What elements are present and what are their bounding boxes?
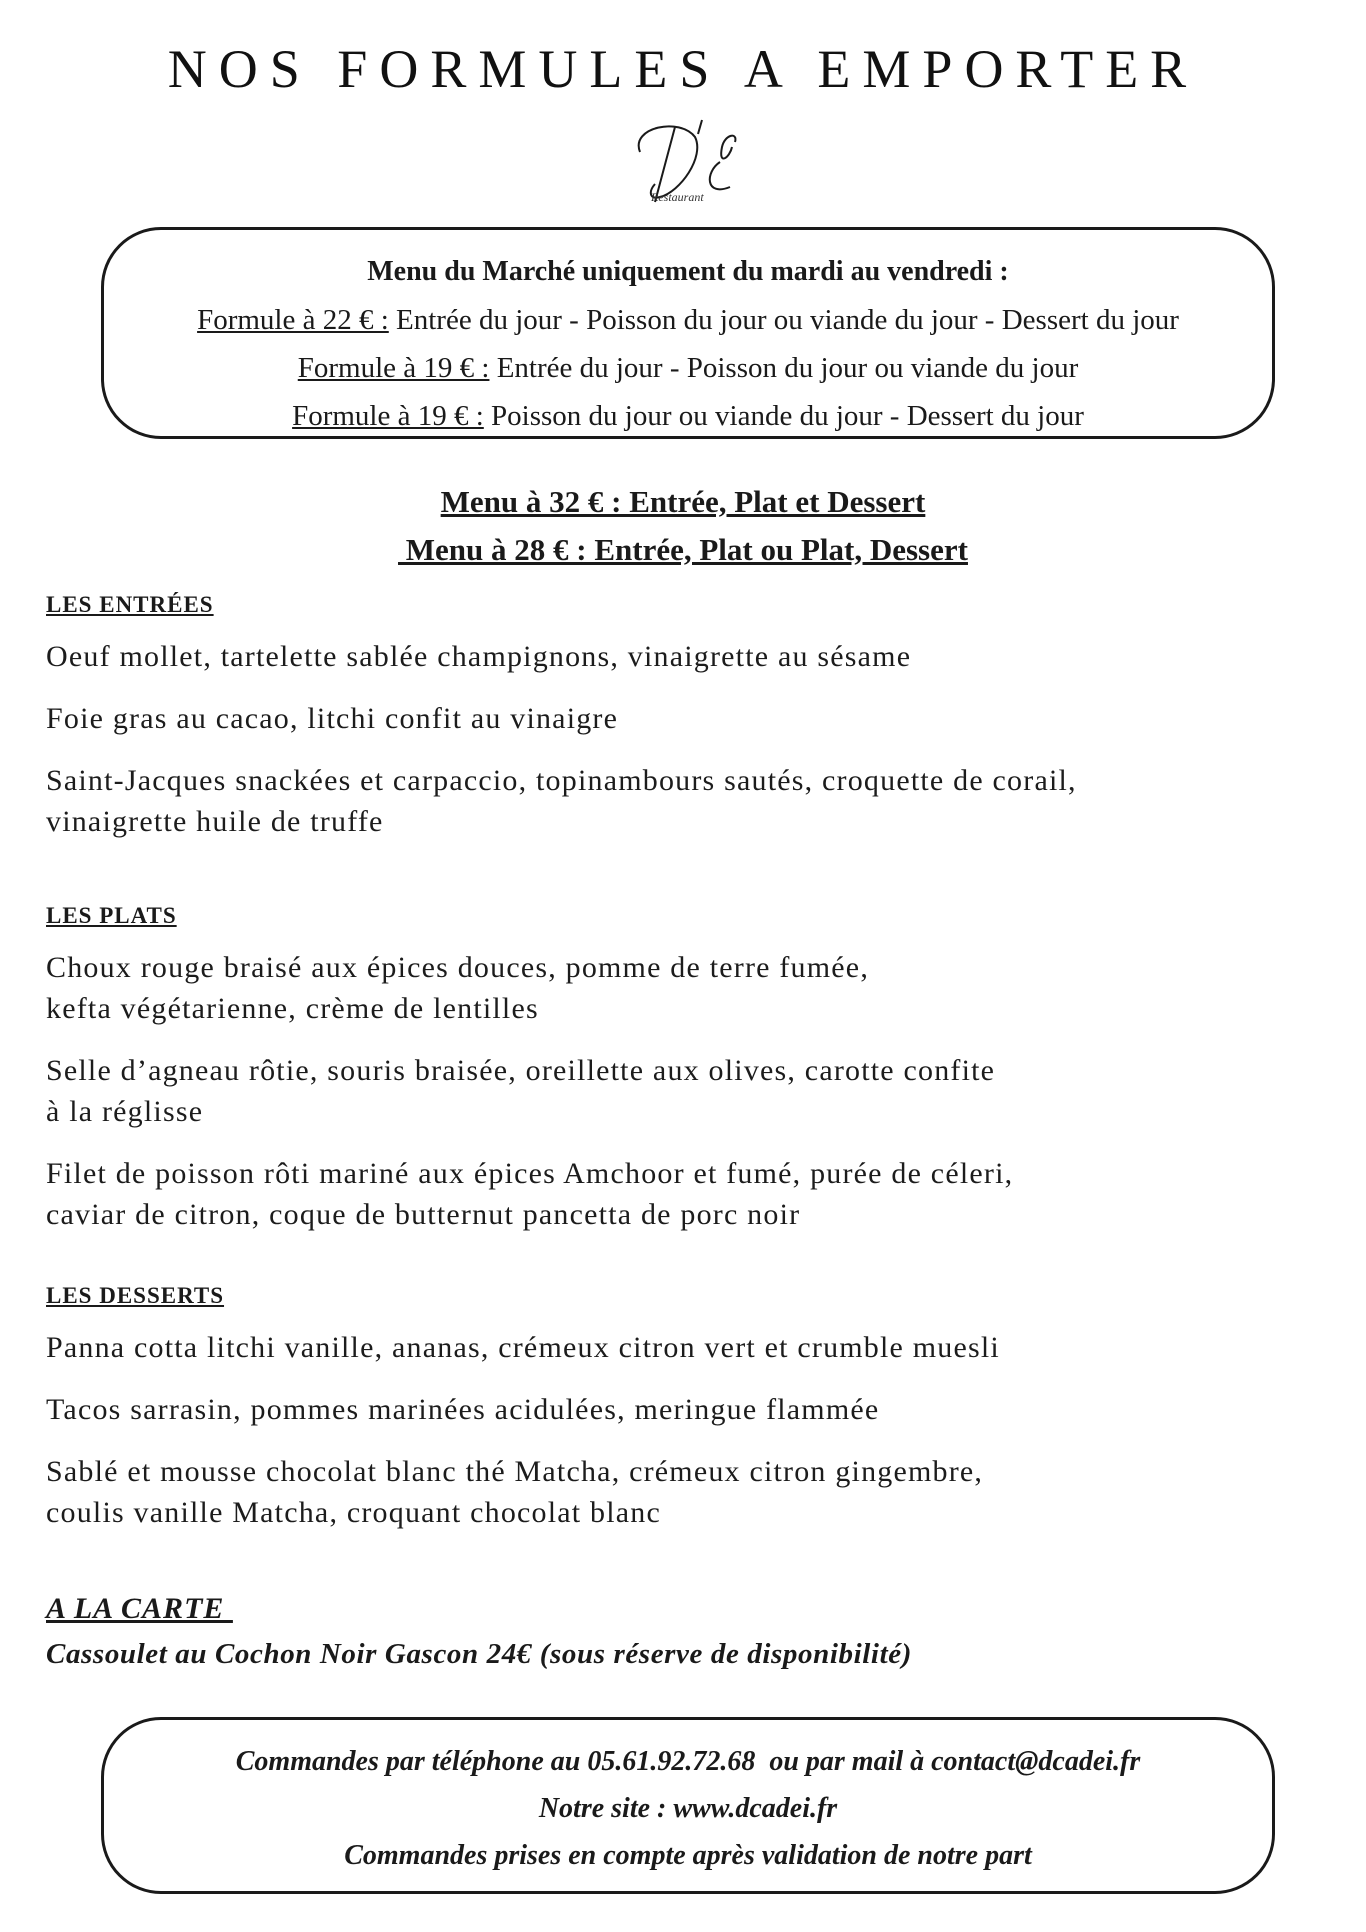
dish-line: caviar de citron, coque de butternut pancetta de porc noir	[46, 1198, 801, 1231]
dish-item	[46, 760, 1336, 842]
formule-line	[104, 296, 1272, 344]
formule-label: Formule à 19 € :	[297, 352, 490, 384]
dish-line: Choux rouge braisé aux épices douces, pomme de terre fumée,	[46, 951, 870, 984]
section-title: LES PLATS	[46, 903, 177, 928]
formule-text: Poisson du jour ou viande du jour - Dessert du jour	[483, 400, 1084, 432]
dish-item	[46, 947, 1336, 1029]
dish-item	[46, 1451, 1336, 1533]
dish-item	[46, 698, 1336, 739]
dish-line: Foie gras au cacao, litchi confit au vinaigre	[46, 702, 619, 735]
dish-item	[46, 1050, 1336, 1132]
contact-line-site: Notre site : www.dcadei.fr	[538, 1793, 838, 1824]
dish-line: Sablé et mousse chocolat blanc thé Matcha, crémeux citron gingembre,	[46, 1455, 984, 1488]
formule-text: Entrée du jour - Poisson du jour ou viande du jour - Dessert du jour	[388, 304, 1179, 336]
dish-item	[46, 1153, 1336, 1235]
dish-line: Panna cotta litchi vanille, ananas, crémeux citron vert et crumble muesli	[46, 1331, 1000, 1364]
dish-line: Oeuf mollet, tartelette sablée champignons, vinaigrette au sésame	[46, 640, 912, 673]
marche-heading: Menu du Marché uniquement du mardi au vendredi :	[367, 256, 1009, 287]
dish-line: Selle d’agneau rôtie, souris braisée, oreillette aux olives, carotte confite	[46, 1054, 996, 1087]
dish-line: à la réglisse	[46, 1095, 204, 1128]
carte-title: A LA CARTE	[46, 1592, 233, 1625]
dish-line: Saint-Jacques snackées et carpaccio, topinambours sautés, croquette de corail,	[46, 764, 1077, 797]
formule-label: Formule à 19 € :	[292, 400, 484, 432]
logo-subtitle: Restaurant	[651, 190, 704, 204]
dish-item	[46, 1327, 1336, 1368]
contact-line-validation: Commandes prises en compte après validation de notre part	[344, 1840, 1032, 1871]
page-title: NOS FORMULES A EMPORTER	[167, 39, 1199, 99]
dish-item	[46, 1389, 1336, 1430]
dish-line: Filet de poisson rôti mariné aux épices Amchoor et fumé, purée de céleri,	[46, 1157, 1014, 1190]
dish-item	[46, 636, 1336, 677]
menu-28: Menu à 28 € : Entrée, Plat ou Plat, Dessert	[398, 532, 968, 567]
section-entrees	[46, 592, 1336, 863]
menu-du-marche-box	[101, 227, 1275, 439]
contact-box	[101, 1717, 1275, 1894]
carte-item: Cassoulet au Cochon Noir Gascon 24€ (sous réserve de disponibilité)	[46, 1638, 912, 1670]
formule-text: Entrée du jour - Poisson du jour ou viande du jour	[489, 352, 1079, 384]
section-title: LES DESSERTS	[46, 1283, 225, 1308]
formule-label: Formule à 22 € :	[197, 304, 389, 336]
section-title: LES ENTRÉES	[46, 592, 214, 617]
formule-line	[104, 392, 1272, 440]
section-desserts	[46, 1283, 1336, 1554]
dish-line: vinaigrette huile de truffe	[46, 805, 384, 838]
a-la-carte	[46, 1592, 1336, 1671]
dish-line: coulis vanille Matcha, croquant chocolat blanc	[46, 1496, 661, 1529]
section-plats	[46, 903, 1336, 1256]
dish-line: kefta végétarienne, crème de lentilles	[46, 992, 539, 1025]
contact-line-phone-mail: Commandes par téléphone au 05.61.92.72.68 ou par mail à contact@dcadei.fr	[235, 1746, 1141, 1777]
formule-line	[104, 344, 1272, 392]
menu-32: Menu à 32 € : Entrée, Plat et Dessert	[440, 484, 926, 519]
menu-prices	[0, 478, 1366, 574]
dish-line: Tacos sarrasin, pommes marinées acidulées, meringue flammée	[46, 1393, 880, 1426]
